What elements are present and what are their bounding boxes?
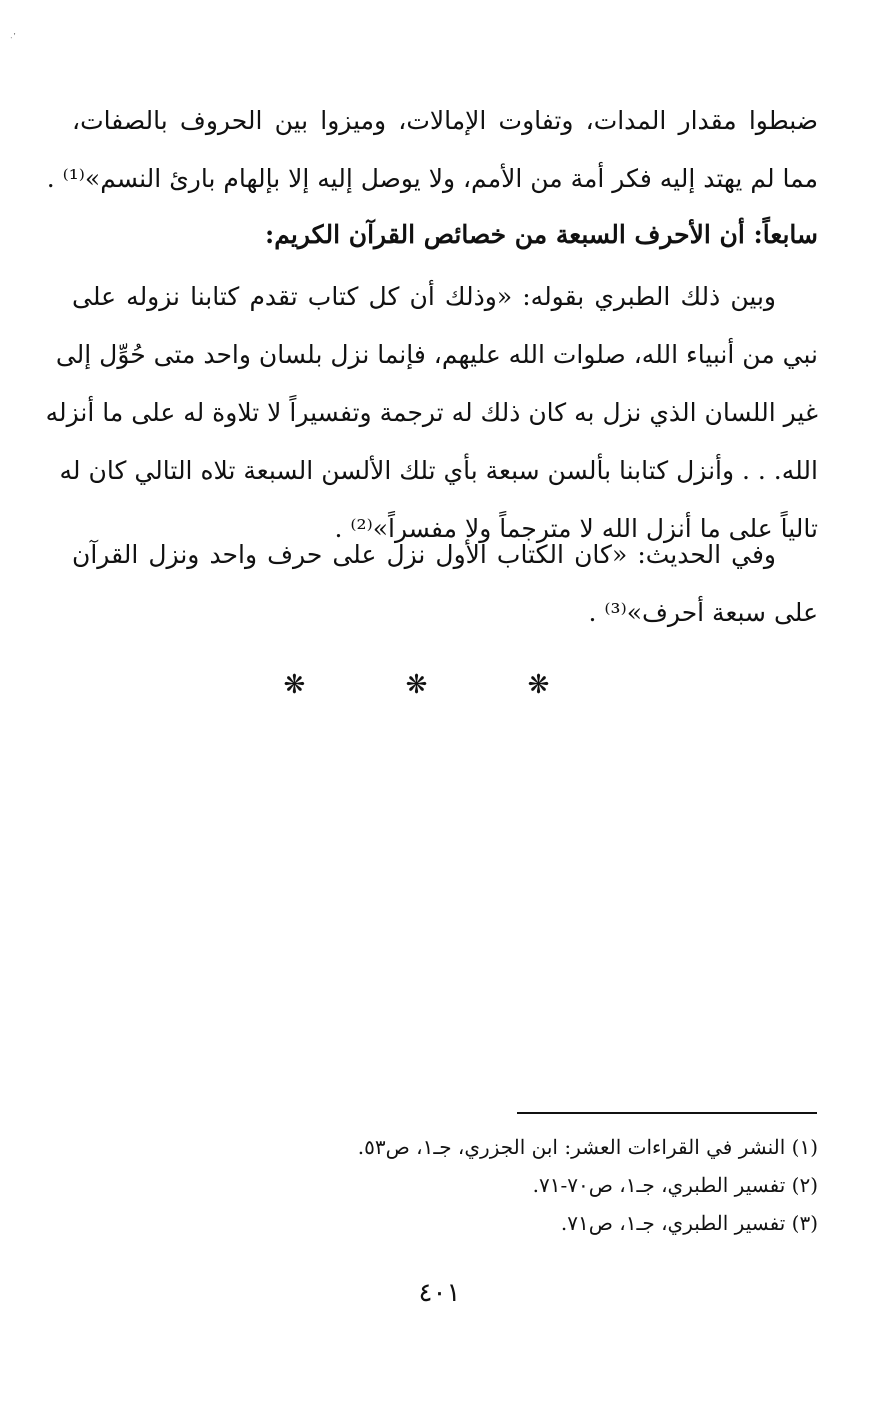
- text-line: ضبطوا مقدار المدات، وتفاوت الإمالات، وميزوا بين الحروف بالصفات،: [72, 106, 818, 135]
- text-line: نبي من أنبياء الله، صلوات الله عليهم، فإنما نزل بلسان واحد متى حُوِّل إلى: [55, 340, 818, 369]
- text-line: وبين ذلك الطبري بقوله: «وذلك أن كل كتاب تقدم كتابنا نزوله على: [72, 282, 776, 311]
- footnote-item: (١) النشر في القراءات العشر: ابن الجزري، جـ١، ص٥٣.: [357, 1135, 818, 1159]
- footnote-divider: [517, 1112, 817, 1114]
- paragraph-continuation: [46, 92, 818, 208]
- paragraph-hadith: [72, 526, 818, 642]
- footnote-item: (٢) تفسير الطبري، جـ١، ص٧٠-٧١.: [532, 1173, 818, 1197]
- section-separator: ❋ ❋ ❋: [283, 670, 596, 700]
- text-line: مما لم يهتد إليه فكر أمة من الأمم، ولا يوصل إليه إلا بإلهام بارئ النسم»⁽¹⁾ .: [46, 164, 818, 193]
- footnotes: [72, 1128, 818, 1242]
- page-number: ٤٠١: [418, 1278, 461, 1308]
- scan-speck: ᐧ᾿: [10, 34, 17, 44]
- text-line: وفي الحديث: «كان الكتاب الأول نزل على حرف واحد ونزل القرآن: [72, 540, 776, 569]
- heading-line: سابعاً: أن الأحرف السبعة من خصائص القرآن الكريم:: [265, 220, 818, 249]
- text-line: على سبعة أحرف»⁽³⁾ .: [588, 598, 818, 627]
- text-line: تالياً على ما أنزل الله لا مترجماً ولا مفسراً»⁽²⁾ .: [334, 514, 818, 543]
- section-heading: [72, 206, 818, 264]
- text-line: الله. . . وأنزل كتابنا بألسن سبعة بأي تلك الألسن السبعة تلاه التالي كان له: [59, 456, 818, 485]
- text-line: غير اللسان الذي نزل به كان ذلك له ترجمة وتفسيراً لا تلاوة له على ما أنزله: [45, 398, 818, 427]
- footnote-item: (٣) تفسير الطبري، جـ١، ص٧١.: [560, 1211, 818, 1235]
- paragraph-tabari: [45, 268, 818, 558]
